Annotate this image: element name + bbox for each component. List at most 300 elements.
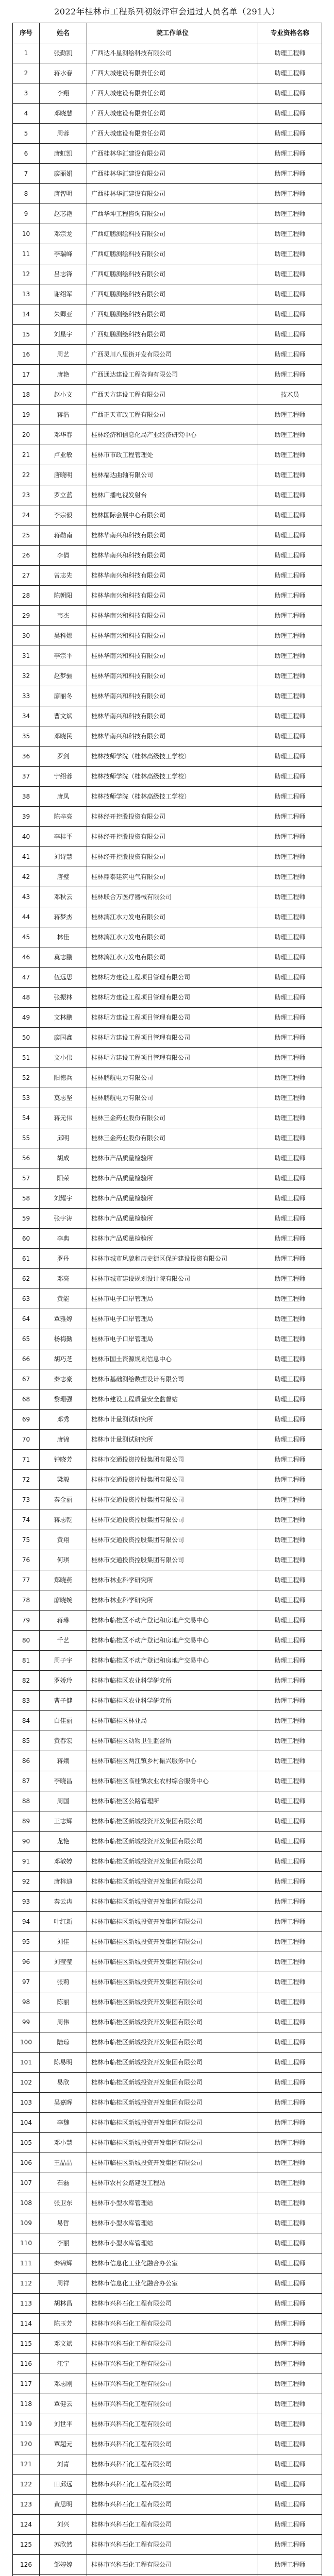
- cell-name: 蒋水春: [40, 63, 87, 83]
- cell-qualification: 助理工程师: [258, 1611, 322, 1631]
- cell-name: 蒋浩: [40, 405, 87, 425]
- cell-work-unit: 桂林市林业科学研究所: [87, 1590, 258, 1611]
- table-row: [13, 2073, 322, 2093]
- table-row: [13, 1209, 322, 1229]
- cell-work-unit: 桂林明方建设工程项目管理有限公司: [87, 988, 258, 1008]
- cell-name: 秦锦辉: [40, 2253, 87, 2274]
- cell-serial-no: 45: [13, 927, 40, 947]
- table-row: [13, 646, 322, 666]
- cell-serial-no: 60: [13, 1229, 40, 1249]
- cell-qualification: 助理工程师: [258, 1189, 322, 1209]
- cell-name: 邹婷婷: [40, 2555, 87, 2575]
- cell-qualification: 助理工程师: [258, 144, 322, 164]
- cell-work-unit: 桂林华南兴和科技有限公司: [87, 626, 258, 646]
- cell-work-unit: 桂林市临桂区农业科学研究所: [87, 1691, 258, 1711]
- table-row: [13, 2454, 322, 2475]
- cell-qualification: 助理工程师: [258, 2153, 322, 2173]
- cell-qualification: 助理工程师: [258, 164, 322, 184]
- cell-name: 邱明: [40, 1128, 87, 1148]
- cell-work-unit: 桂林市产品质量检验所: [87, 1168, 258, 1189]
- cell-name: 邓秋云: [40, 887, 87, 907]
- cell-work-unit: 桂林市交通投资控股集团有限公司: [87, 1490, 258, 1510]
- cell-serial-no: 80: [13, 1631, 40, 1651]
- cell-serial-no: 16: [13, 345, 40, 365]
- table-row: [13, 2133, 322, 2153]
- cell-serial-no: 92: [13, 1872, 40, 1892]
- cell-qualification: 助理工程师: [258, 1168, 322, 1189]
- cell-qualification: 助理工程师: [258, 184, 322, 204]
- cell-serial-no: 10: [13, 224, 40, 244]
- approved-personnel-table: [12, 23, 322, 2576]
- cell-serial-no: 77: [13, 1570, 40, 1590]
- cell-qualification: 助理工程师: [258, 2213, 322, 2233]
- cell-qualification: 助理工程师: [258, 847, 322, 867]
- cell-qualification: 助理工程师: [258, 1369, 322, 1389]
- cell-serial-no: 76: [13, 1550, 40, 1570]
- cell-name: 曹文斌: [40, 706, 87, 726]
- header-row: [13, 23, 322, 43]
- cell-serial-no: 123: [13, 2495, 40, 2515]
- table-row: [13, 2414, 322, 2434]
- table-row: [13, 2253, 322, 2274]
- cell-serial-no: 107: [13, 2173, 40, 2193]
- table-row: [13, 2032, 322, 2053]
- cell-name: 白佳丽: [40, 1711, 87, 1731]
- cell-work-unit: 桂林市临桂区新城投资开发集团有限公司: [87, 2053, 258, 2073]
- cell-work-unit: 桂林市交通投资控股集团有限公司: [87, 1510, 258, 1530]
- cell-work-unit: 桂林市临桂区新城投资开发集团有限公司: [87, 1972, 258, 1992]
- table-row: [13, 1490, 322, 1510]
- cell-qualification: 助理工程师: [258, 2253, 322, 2274]
- cell-qualification: 助理工程师: [258, 2012, 322, 2032]
- table-row: [13, 787, 322, 807]
- table-row: [13, 1972, 322, 1992]
- cell-work-unit: 桂林经开控股投资有限公司: [87, 847, 258, 867]
- cell-name: 邓秀: [40, 1410, 87, 1430]
- cell-serial-no: 8: [13, 184, 40, 204]
- cell-name: 邓亮: [40, 1269, 87, 1289]
- table-row: [13, 947, 322, 968]
- cell-name: 阳荣: [40, 1168, 87, 1189]
- cell-name: 韦杰: [40, 606, 87, 626]
- table-row: [13, 2394, 322, 2414]
- cell-serial-no: 25: [13, 526, 40, 546]
- cell-name: 吴科娜: [40, 626, 87, 646]
- cell-serial-no: 83: [13, 1691, 40, 1711]
- cell-qualification: 助理工程师: [258, 787, 322, 807]
- cell-name: 石磊: [40, 2173, 87, 2193]
- table-row: [13, 104, 322, 124]
- cell-work-unit: 桂林市临桂区公路管理所: [87, 1791, 258, 1811]
- cell-qualification: 助理工程师: [258, 706, 322, 726]
- cell-name: 廖国鑫: [40, 1028, 87, 1048]
- table-row: [13, 405, 322, 425]
- cell-work-unit: 桂林市临桂区不动产登记和房地产交易中心: [87, 1631, 258, 1651]
- cell-work-unit: 桂林市临桂区新城投资开发集团有限公司: [87, 1811, 258, 1832]
- cell-name: 刘兴: [40, 2515, 87, 2535]
- cell-name: 黄春宏: [40, 1731, 87, 1751]
- cell-work-unit: 桂林市临桂区新城投资开发集团有限公司: [87, 2133, 258, 2153]
- cell-qualification: 助理工程师: [258, 1209, 322, 1229]
- cell-work-unit: 桂林市城市风貌和历史街区保护建设投资有限公司: [87, 1249, 258, 1269]
- cell-serial-no: 79: [13, 1611, 40, 1631]
- table-row: [13, 2274, 322, 2294]
- cell-qualification: 助理工程师: [258, 1510, 322, 1530]
- cell-name: 叶红新: [40, 1912, 87, 1932]
- cell-serial-no: 106: [13, 2153, 40, 2173]
- table-row: [13, 1128, 322, 1148]
- table-row: [13, 1028, 322, 1048]
- cell-serial-no: 71: [13, 1450, 40, 1470]
- cell-qualification: 助理工程师: [258, 345, 322, 365]
- cell-name: 覃健云: [40, 2394, 87, 2414]
- cell-serial-no: 102: [13, 2073, 40, 2093]
- table-row: [13, 124, 322, 144]
- cell-qualification: 助理工程师: [258, 485, 322, 505]
- cell-work-unit: 桂林市林业科学研究所: [87, 1570, 258, 1590]
- cell-serial-no: 49: [13, 1008, 40, 1028]
- cell-work-unit: 桂林市兴科石化工程有限公司: [87, 2314, 258, 2334]
- cell-work-unit: 桂林市临桂区新城投资开发集团有限公司: [87, 1832, 258, 1852]
- cell-work-unit: 桂林市临桂区农业科学研究所: [87, 1671, 258, 1691]
- table-row: [13, 224, 322, 244]
- table-row: [13, 1711, 322, 1731]
- cell-qualification: 助理工程师: [258, 1430, 322, 1450]
- cell-name: 邓宗龙: [40, 224, 87, 244]
- table-row: [13, 485, 322, 505]
- cell-work-unit: 桂林市兴科石化工程有限公司: [87, 2394, 258, 2414]
- cell-serial-no: 63: [13, 1289, 40, 1309]
- cell-qualification: 助理工程师: [258, 927, 322, 947]
- cell-serial-no: 64: [13, 1309, 40, 1329]
- cell-serial-no: 42: [13, 867, 40, 887]
- cell-work-unit: 广西华坤工程咨询有限公司: [87, 204, 258, 224]
- cell-qualification: 助理工程师: [258, 1450, 322, 1470]
- cell-serial-no: 61: [13, 1249, 40, 1269]
- table-row: [13, 1430, 322, 1450]
- cell-name: 曾志先: [40, 566, 87, 586]
- cell-qualification: 助理工程师: [258, 2032, 322, 2053]
- table-row: [13, 445, 322, 465]
- cell-serial-no: 39: [13, 807, 40, 827]
- table-row: [13, 63, 322, 83]
- cell-work-unit: 广西达斗星测绘科技有限公司: [87, 43, 258, 63]
- cell-serial-no: 57: [13, 1168, 40, 1189]
- cell-serial-no: 62: [13, 1269, 40, 1289]
- cell-qualification: 助理工程师: [258, 2133, 322, 2153]
- cell-qualification: 助理工程师: [258, 505, 322, 526]
- cell-serial-no: 22: [13, 465, 40, 485]
- cell-name: 张振林: [40, 988, 87, 1008]
- cell-serial-no: 84: [13, 1711, 40, 1731]
- table-row: [13, 1530, 322, 1550]
- cell-name: 谢绍军: [40, 284, 87, 304]
- cell-name: 朱卿亚: [40, 304, 87, 325]
- table-row: [13, 1108, 322, 1128]
- cell-name: 陈易明: [40, 2053, 87, 2073]
- table-row: [13, 1269, 322, 1289]
- cell-name: 李魏: [40, 2113, 87, 2133]
- cell-work-unit: 桂林技师学院（桂林高级技工学校）: [87, 747, 258, 767]
- cell-serial-no: 109: [13, 2213, 40, 2233]
- cell-name: 张莉: [40, 1972, 87, 1992]
- cell-work-unit: 桂林市兴科石化工程有限公司: [87, 2374, 258, 2394]
- cell-name: 何琪: [40, 1550, 87, 1570]
- cell-qualification: 助理工程师: [258, 2414, 322, 2434]
- table-row: [13, 827, 322, 847]
- cell-work-unit: 桂林市信息化工业化融合办公室: [87, 2274, 258, 2294]
- header-serial-no: 序号: [13, 23, 40, 43]
- cell-serial-no: 26: [13, 546, 40, 566]
- cell-name: 廖丽娟: [40, 164, 87, 184]
- cell-qualification: 助理工程师: [258, 2454, 322, 2475]
- cell-serial-no: 67: [13, 1369, 40, 1389]
- cell-name: 莫志坚: [40, 1088, 87, 1108]
- cell-work-unit: 广西正天市政工程有限公司: [87, 405, 258, 425]
- table-row: [13, 2053, 322, 2073]
- cell-qualification: 助理工程师: [258, 104, 322, 124]
- table-row: [13, 1470, 322, 1490]
- cell-work-unit: 桂林市农村公路建设工程站: [87, 2173, 258, 2193]
- cell-name: 陈朝阳: [40, 586, 87, 606]
- cell-name: 刘耀宇: [40, 1189, 87, 1209]
- cell-name: 苏欣然: [40, 2535, 87, 2555]
- cell-serial-no: 93: [13, 1892, 40, 1912]
- cell-serial-no: 100: [13, 2032, 40, 2053]
- cell-qualification: 助理工程师: [258, 1269, 322, 1289]
- cell-work-unit: 桂林国际会展中心有限公司: [87, 505, 258, 526]
- cell-serial-no: 2: [13, 63, 40, 83]
- cell-name: 吕志锋: [40, 264, 87, 284]
- table-row: [13, 1229, 322, 1249]
- cell-serial-no: 121: [13, 2454, 40, 2475]
- cell-serial-no: 35: [13, 726, 40, 747]
- cell-qualification: 助理工程师: [258, 1148, 322, 1168]
- cell-work-unit: 桂林市临桂区新城投资开发集团有限公司: [87, 2012, 258, 2032]
- cell-name: 吴嘉晖: [40, 2093, 87, 2113]
- table-row: [13, 2434, 322, 2454]
- cell-name: 覃雅婷: [40, 1309, 87, 1329]
- cell-qualification: 助理工程师: [258, 1309, 322, 1329]
- table-row: [13, 425, 322, 445]
- cell-name: 赵梦骊: [40, 666, 87, 686]
- cell-serial-no: 55: [13, 1128, 40, 1148]
- cell-serial-no: 87: [13, 1771, 40, 1791]
- cell-serial-no: 47: [13, 968, 40, 988]
- table-row: [13, 566, 322, 586]
- cell-name: 周伟: [40, 2012, 87, 2032]
- cell-qualification: 助理工程师: [258, 827, 322, 847]
- cell-serial-no: 78: [13, 1590, 40, 1611]
- cell-work-unit: 桂林市小型水库管理站: [87, 2213, 258, 2233]
- table-row: [13, 1771, 322, 1791]
- cell-name: 王志辉: [40, 1811, 87, 1832]
- cell-serial-no: 19: [13, 405, 40, 425]
- table-row: [13, 2535, 322, 2555]
- table-row: [13, 1631, 322, 1651]
- cell-serial-no: 28: [13, 586, 40, 606]
- cell-serial-no: 59: [13, 1209, 40, 1229]
- cell-serial-no: 105: [13, 2133, 40, 2153]
- cell-qualification: 助理工程师: [258, 1952, 322, 1972]
- cell-qualification: 助理工程师: [258, 465, 322, 485]
- cell-qualification: 助理工程师: [258, 1711, 322, 1731]
- cell-work-unit: 桂林市临桂区临桂镇农业农村综合服务中心: [87, 1771, 258, 1791]
- cell-serial-no: 17: [13, 365, 40, 385]
- table-row: [13, 988, 322, 1008]
- cell-name: 钟晓芳: [40, 1450, 87, 1470]
- cell-qualification: 助理工程师: [258, 606, 322, 626]
- cell-name: 廖晓婉: [40, 1590, 87, 1611]
- cell-work-unit: 桂林华南兴和科技有限公司: [87, 526, 258, 546]
- cell-work-unit: 桂林华南兴和科技有限公司: [87, 566, 258, 586]
- cell-qualification: 助理工程师: [258, 1892, 322, 1912]
- cell-work-unit: 桂林市小型水库管理站: [87, 2193, 258, 2213]
- cell-qualification: 助理工程师: [258, 968, 322, 988]
- cell-name: 文林鹏: [40, 1008, 87, 1028]
- cell-serial-no: 82: [13, 1671, 40, 1691]
- cell-qualification: 助理工程师: [258, 566, 322, 586]
- cell-qualification: 助理工程师: [258, 124, 322, 144]
- table-row: [13, 1611, 322, 1631]
- cell-qualification: 助理工程师: [258, 988, 322, 1008]
- cell-work-unit: 桂林市临桂区新城投资开发集团有限公司: [87, 2113, 258, 2133]
- cell-serial-no: 97: [13, 1972, 40, 1992]
- cell-serial-no: 125: [13, 2535, 40, 2555]
- cell-serial-no: 69: [13, 1410, 40, 1430]
- cell-name: 邓晓慧: [40, 104, 87, 124]
- cell-work-unit: 桂林市计量测试研究所: [87, 1410, 258, 1430]
- cell-work-unit: 桂林市临桂区新城投资开发集团有限公司: [87, 2093, 258, 2113]
- cell-serial-no: 34: [13, 706, 40, 726]
- cell-name: 黎珊强: [40, 1389, 87, 1410]
- table-row: [13, 1389, 322, 1410]
- table-row: [13, 546, 322, 566]
- cell-name: 周艺: [40, 345, 87, 365]
- cell-work-unit: 桂林市临桂区新城投资开发集团有限公司: [87, 1872, 258, 1892]
- cell-serial-no: 43: [13, 887, 40, 907]
- cell-serial-no: 5: [13, 124, 40, 144]
- cell-name: 邓华春: [40, 425, 87, 445]
- cell-name: 罗立蓝: [40, 485, 87, 505]
- table-row: [13, 264, 322, 284]
- cell-name: 蒋娥: [40, 1751, 87, 1771]
- cell-serial-no: 13: [13, 284, 40, 304]
- cell-name: 千艺: [40, 1631, 87, 1651]
- cell-qualification: 助理工程师: [258, 807, 322, 827]
- table-row: [13, 606, 322, 626]
- cell-serial-no: 32: [13, 666, 40, 686]
- cell-qualification: 助理工程师: [258, 2314, 322, 2334]
- cell-serial-no: 36: [13, 747, 40, 767]
- cell-name: 周子宇: [40, 1651, 87, 1671]
- cell-qualification: 助理工程师: [258, 1671, 322, 1691]
- cell-name: 唐智明: [40, 184, 87, 204]
- cell-name: 刘青: [40, 2454, 87, 2475]
- table-row: [13, 385, 322, 405]
- cell-serial-no: 21: [13, 445, 40, 465]
- table-row: [13, 1691, 322, 1711]
- cell-work-unit: 桂林市兴科石化工程有限公司: [87, 2495, 258, 2515]
- cell-name: 陈辛亮: [40, 807, 87, 827]
- cell-qualification: 助理工程师: [258, 1791, 322, 1811]
- cell-serial-no: 85: [13, 1731, 40, 1751]
- cell-work-unit: 桂林市临桂区新城投资开发集团有限公司: [87, 1932, 258, 1952]
- table-row: [13, 325, 322, 345]
- cell-name: 陈丽: [40, 1992, 87, 2012]
- table-row: [13, 767, 322, 787]
- table-row: [13, 2495, 322, 2515]
- cell-serial-no: 89: [13, 1811, 40, 1832]
- cell-qualification: 助理工程师: [258, 526, 322, 546]
- cell-name: 蒋元伟: [40, 1108, 87, 1128]
- cell-name: 周国: [40, 1791, 87, 1811]
- table-row: [13, 365, 322, 385]
- cell-serial-no: 113: [13, 2294, 40, 2314]
- cell-work-unit: 桂林市国土资源规划信息中心: [87, 1349, 258, 1369]
- cell-serial-no: 110: [13, 2233, 40, 2253]
- cell-name: 罗剑: [40, 747, 87, 767]
- cell-qualification: 助理工程师: [258, 2073, 322, 2093]
- cell-name: 蒋梦杰: [40, 907, 87, 927]
- table-row: [13, 1088, 322, 1108]
- cell-qualification: 助理工程师: [258, 2434, 322, 2454]
- cell-work-unit: 桂林市临桂区动物卫生监督所: [87, 1731, 258, 1751]
- cell-qualification: 助理工程师: [258, 325, 322, 345]
- cell-work-unit: 桂林市临桂区新城投资开发集团有限公司: [87, 1912, 258, 1932]
- cell-qualification: 助理工程师: [258, 405, 322, 425]
- cell-work-unit: 桂林市兴科石化工程有限公司: [87, 2454, 258, 2475]
- cell-name: 李桂平: [40, 827, 87, 847]
- cell-name: 王晶晶: [40, 2153, 87, 2173]
- cell-work-unit: 桂林市临桂区新城投资开发集团有限公司: [87, 1852, 258, 1872]
- cell-serial-no: 115: [13, 2334, 40, 2354]
- table-row: [13, 1570, 322, 1590]
- cell-work-unit: 桂林市产品质量检验所: [87, 1209, 258, 1229]
- cell-name: 梁毅: [40, 1470, 87, 1490]
- table-row: [13, 686, 322, 706]
- cell-work-unit: 桂林漓江水力发电有限公司: [87, 947, 258, 968]
- cell-serial-no: 75: [13, 1530, 40, 1550]
- cell-work-unit: 桂林市兴科石化工程有限公司: [87, 2434, 258, 2454]
- cell-qualification: 助理工程师: [258, 1731, 322, 1751]
- cell-work-unit: 桂林市兴科石化工程有限公司: [87, 2475, 258, 2495]
- cell-work-unit: 桂林市交通投资控股集团有限公司: [87, 1450, 258, 1470]
- cell-work-unit: 桂林市临桂区新城投资开发集团有限公司: [87, 1952, 258, 1972]
- cell-serial-no: 86: [13, 1751, 40, 1771]
- cell-qualification: 助理工程师: [258, 2334, 322, 2354]
- cell-qualification: 助理工程师: [258, 1751, 322, 1771]
- cell-serial-no: 108: [13, 2193, 40, 2213]
- cell-work-unit: 桂林漓江水力发电有限公司: [87, 927, 258, 947]
- cell-name: 唐晓明: [40, 465, 87, 485]
- cell-qualification: 助理工程师: [258, 646, 322, 666]
- table-row: [13, 847, 322, 867]
- cell-serial-no: 37: [13, 767, 40, 787]
- cell-qualification: 助理工程师: [258, 2233, 322, 2253]
- cell-name: 张卫东: [40, 2193, 87, 2213]
- table-row: [13, 807, 322, 827]
- cell-work-unit: 桂林市产品质量检验所: [87, 1148, 258, 1168]
- table-row: [13, 2113, 322, 2133]
- cell-serial-no: 68: [13, 1389, 40, 1410]
- cell-qualification: 助理工程师: [258, 264, 322, 284]
- table-row: [13, 1410, 322, 1430]
- cell-work-unit: 桂林市临桂区林业局: [87, 1711, 258, 1731]
- table-row: [13, 706, 322, 726]
- cell-name: 江宁: [40, 2354, 87, 2374]
- cell-qualification: 助理工程师: [258, 1128, 322, 1148]
